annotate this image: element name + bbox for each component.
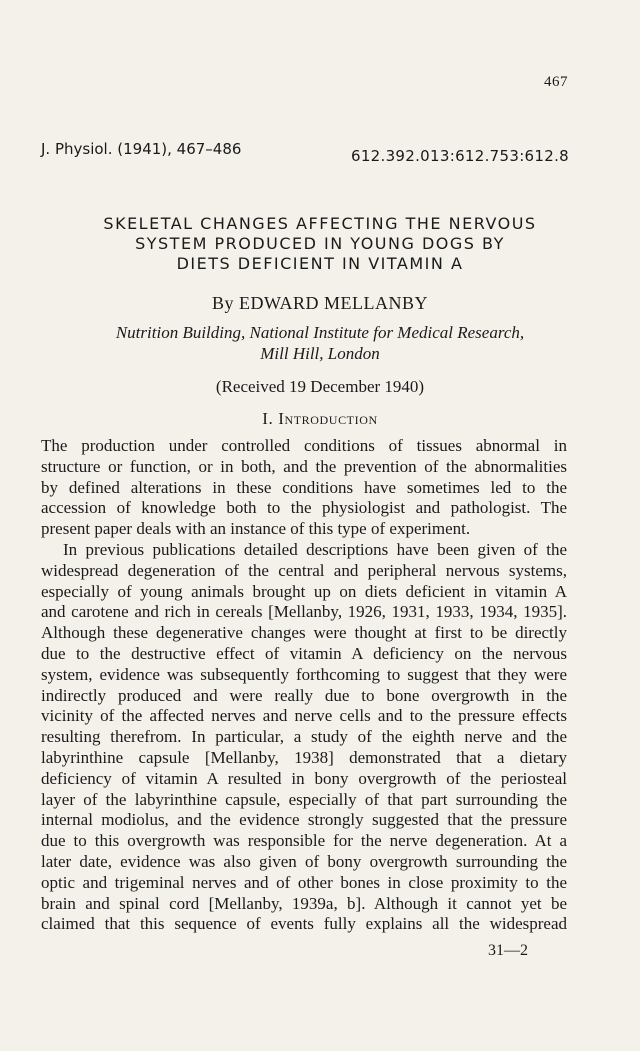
text-line: system, evidence was subsequently forthcoming to suggest that they were bbox=[41, 664, 567, 684]
paragraph bbox=[41, 540, 567, 935]
text-line: present paper deals with an instance of this type of experiment. bbox=[41, 519, 471, 539]
author-byline: By EDWARD MELLANBY bbox=[212, 293, 428, 313]
text-line: especially of young animals brought up on diets deficient in vitamin A bbox=[41, 581, 567, 601]
paragraph bbox=[41, 436, 567, 540]
text-line: widespread degeneration of the central and peripheral nervous systems, bbox=[41, 560, 567, 580]
author-affiliation bbox=[40, 322, 600, 364]
journal-reference: J. Physiol. (1941), 467–486 bbox=[41, 140, 242, 158]
affiliation-line: Nutrition Building, National Institute for Medical Research, bbox=[115, 323, 525, 342]
text-line: brain and spinal cord [Mellanby, 1939a, b]. Although it cannot yet be bbox=[41, 893, 567, 913]
text-line: by defined alterations in these conditions have sometimes led to the bbox=[41, 477, 567, 497]
text-line: optic and trigeminal nerves and of other bones in close proximity to the bbox=[41, 872, 567, 892]
title-line: DIETS DEFICIENT IN VITAMIN A bbox=[176, 254, 464, 273]
text-line: labyrinthine capsule [Mellanby, 1938] demonstrated that a dietary bbox=[41, 747, 567, 767]
text-line: and carotene and rich in cereals [Mellanby, 1926, 1931, 1933, 1934, 1935]. bbox=[41, 602, 567, 622]
signature-mark: 31—2 bbox=[488, 942, 528, 959]
text-line: indirectly produced and were really due to bone overgrowth in the bbox=[41, 685, 567, 705]
text-line: resulting therefrom. In particular, a study of the eighth nerve and the bbox=[41, 727, 567, 747]
text-line: due to this overgrowth was responsible for the nerve degeneration. At a bbox=[41, 831, 567, 851]
title-line: SYSTEM PRODUCED IN YOUNG DOGS BY bbox=[135, 234, 505, 253]
title-line: SKELETAL CHANGES AFFECTING THE NERVOUS bbox=[103, 214, 537, 233]
text-line: vicinity of the affected nerves and nerve cells and to the pressure effects bbox=[41, 706, 567, 726]
article-title bbox=[40, 214, 600, 274]
text-line: due to the destructive effect of vitamin A deficiency on the nervous bbox=[41, 643, 567, 663]
page-number: 467 bbox=[544, 74, 568, 90]
text-line: later date, evidence was also given of bony overgrowth surrounding the bbox=[41, 851, 567, 871]
section-heading: I. Introduction bbox=[262, 409, 378, 428]
udc-classification: 612.392.013:612.753:612.8 bbox=[350, 147, 569, 165]
text-line: layer of the labyrinthine capsule, especially of that part surrounding the bbox=[41, 789, 567, 809]
text-line: deficiency of vitamin A resulted in bony overgrowth of the periosteal bbox=[41, 768, 567, 788]
text-line: internal modiolus, and the evidence strongly suggested that the pressure bbox=[41, 810, 567, 830]
text-line: accession of knowledge both to the physiologist and pathologist. The bbox=[41, 498, 567, 518]
text-line: The production under controlled conditions of tissues abnormal in bbox=[41, 436, 567, 455]
received-date: (Received 19 December 1940) bbox=[215, 377, 425, 396]
affiliation-line: Mill Hill, London bbox=[260, 344, 380, 363]
text-line: claimed that this sequence of events fully explains all the widespread bbox=[41, 914, 567, 934]
text-line: structure or function, or in both, and the prevention of the abnormalities bbox=[41, 456, 567, 476]
text-line: Although these degenerative changes were thought at first to be directly bbox=[41, 623, 567, 643]
body-text bbox=[41, 436, 567, 935]
text-line: In previous publications detailed descriptions have been given of the bbox=[63, 539, 567, 559]
